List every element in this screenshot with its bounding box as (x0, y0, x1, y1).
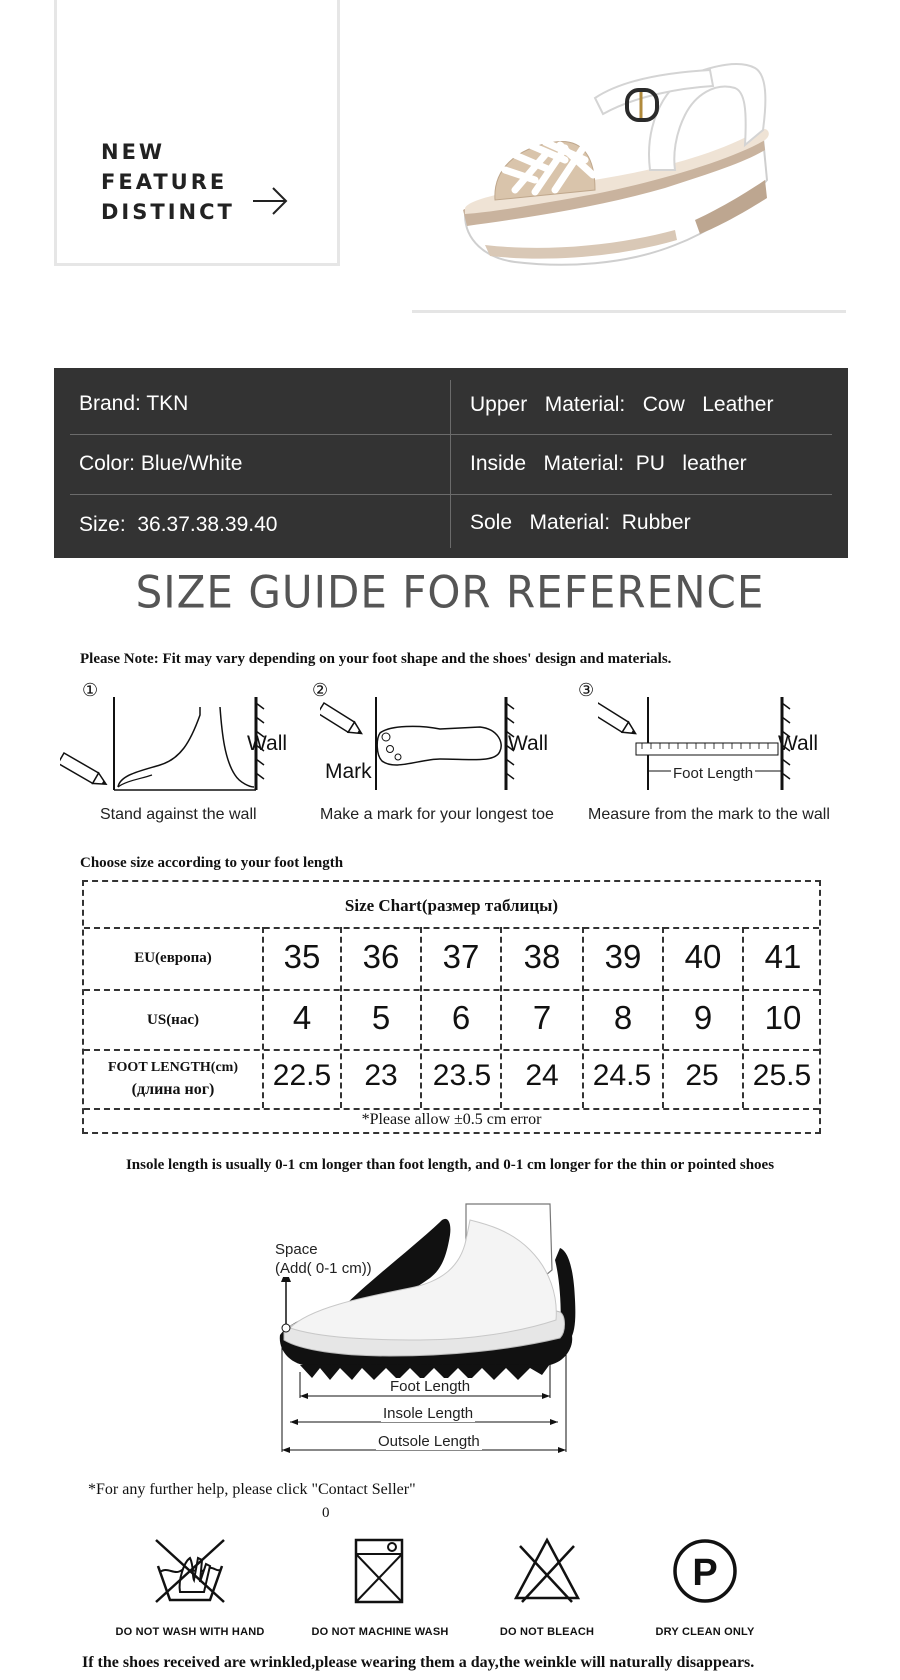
step-2-wall-label: Wall (508, 732, 549, 755)
chart-divider (84, 1049, 819, 1051)
size-cell: 35 (283, 938, 321, 975)
size-guide-title: SIZE GUIDE FOR REFERENCE (135, 566, 765, 619)
feature-line-1: NEW (101, 140, 166, 164)
size-chart (82, 880, 821, 1134)
step-2-number: ② (312, 680, 329, 700)
size-chart-footnote: *Please allow ±0.5 cm error (361, 1111, 542, 1128)
care-label-dry-clean: DRY CLEAN ONLY (655, 1626, 755, 1638)
size-cell: 40 (684, 938, 722, 975)
size-cell: 24 (525, 1059, 559, 1092)
size-chart-title: Size Chart(размер таблицы) (344, 896, 559, 915)
size-cell: 36 (362, 938, 400, 975)
size-cell: 8 (613, 999, 633, 1036)
contact-seller-note: *For any further help, please click "Contact Seller" (88, 1481, 416, 1498)
insole-length-label: Insole Length (383, 1405, 474, 1422)
step-1-number: ① (82, 680, 99, 700)
machine-wash-crossed-icon (352, 1536, 408, 1606)
size-cell: 24.5 (592, 1059, 652, 1092)
size-cell: 39 (604, 938, 642, 975)
chart-divider (84, 927, 819, 929)
size-cell: 37 (442, 938, 480, 975)
step-1-caption: Stand against the wall (100, 806, 257, 823)
outsole-length-label: Outsole Length (378, 1433, 480, 1450)
size-cell: 7 (532, 999, 552, 1036)
chart-divider (84, 1108, 819, 1110)
spec-divider-row-1 (70, 434, 832, 435)
spec-sole-material: Sole Material: Rubber (470, 511, 691, 534)
care-label-bleach: DO NOT BLEACH (499, 1626, 595, 1638)
spec-size: Size: 36.37.38.39.40 (79, 513, 278, 536)
insole-note: Insole length is usually 0-1 cm longer than foot length, and 0-1 cm longer for the thin or pointed shoes (125, 1157, 775, 1173)
spec-divider-vertical (450, 380, 451, 548)
spec-upper-material: Upper Material: Cow Leather (470, 393, 774, 416)
sandal-product-image (445, 30, 805, 290)
chart-divider (84, 989, 819, 991)
spec-inside-material: Inside Material: PU leather (470, 452, 747, 475)
row-label-eu: EU(европа) (134, 950, 212, 966)
svg-text:P: P (692, 1552, 718, 1594)
hand-wash-crossed-icon (150, 1536, 230, 1606)
size-cell: 4 (292, 999, 312, 1036)
fit-note: Please Note: Fit may vary depending on your foot shape and the shoes' design and materials. (80, 651, 672, 667)
step-3-wall-label: Wall (778, 732, 819, 755)
size-cell: 25.5 (752, 1059, 812, 1092)
spec-table (54, 368, 848, 558)
row-label-us: US(нас) (147, 1012, 199, 1028)
size-cell: 10 (764, 999, 802, 1036)
bleach-crossed-icon (512, 1536, 582, 1606)
row-label-foot-length: FOOT LENGTH(cm) (107, 1060, 239, 1075)
feature-card (54, 0, 340, 266)
size-cell: 41 (764, 938, 802, 975)
hero-divider (412, 310, 846, 313)
step-3-caption: Measure from the mark to the wall (588, 806, 830, 823)
care-label-hand-wash: DO NOT WASH WITH HAND (115, 1626, 265, 1638)
space-label: Space (275, 1241, 318, 1258)
feature-headline (101, 137, 235, 227)
spec-divider-row-2 (70, 494, 832, 495)
arrow-right-icon (253, 186, 289, 216)
size-cell: 6 (451, 999, 471, 1036)
step-2-mark-label: Mark (325, 760, 372, 783)
row-label-foot-length-ru: (длина ног) (131, 1081, 215, 1098)
spec-color: Color: Blue/White (79, 452, 243, 475)
feature-line-2: FEATURE (101, 170, 228, 194)
feature-line-3: DISTINCT (101, 200, 235, 224)
size-cell: 38 (523, 938, 561, 975)
dry-clean-icon (670, 1536, 740, 1606)
step-3-foot-length-label: Foot Length (673, 765, 754, 782)
size-cell: 22.5 (272, 1059, 332, 1092)
choose-size-label: Choose size according to your foot length (80, 855, 344, 871)
spec-brand: Brand: TKN (79, 392, 189, 415)
size-cell: 9 (693, 999, 713, 1036)
step-2-caption: Make a mark for your longest toe (320, 806, 554, 823)
step-3-number: ③ (578, 680, 595, 700)
care-label-machine-wash: DO NOT MACHINE WASH (311, 1626, 449, 1638)
space-add-label: (Add( 0-1 cm)) (275, 1260, 372, 1277)
step-1-wall-label: Wall (247, 732, 288, 755)
size-cell: 23.5 (432, 1059, 492, 1092)
wrinkle-note: If the shoes received are wrinkled,please wearing them a day,the weinkle will naturally disappears. (82, 1654, 755, 1671)
foot-length-label: Foot Length (390, 1378, 471, 1395)
size-cell: 25 (685, 1059, 719, 1092)
size-cell: 5 (371, 999, 391, 1036)
stray-text: 0 (322, 1505, 330, 1521)
size-cell: 23 (364, 1059, 398, 1092)
